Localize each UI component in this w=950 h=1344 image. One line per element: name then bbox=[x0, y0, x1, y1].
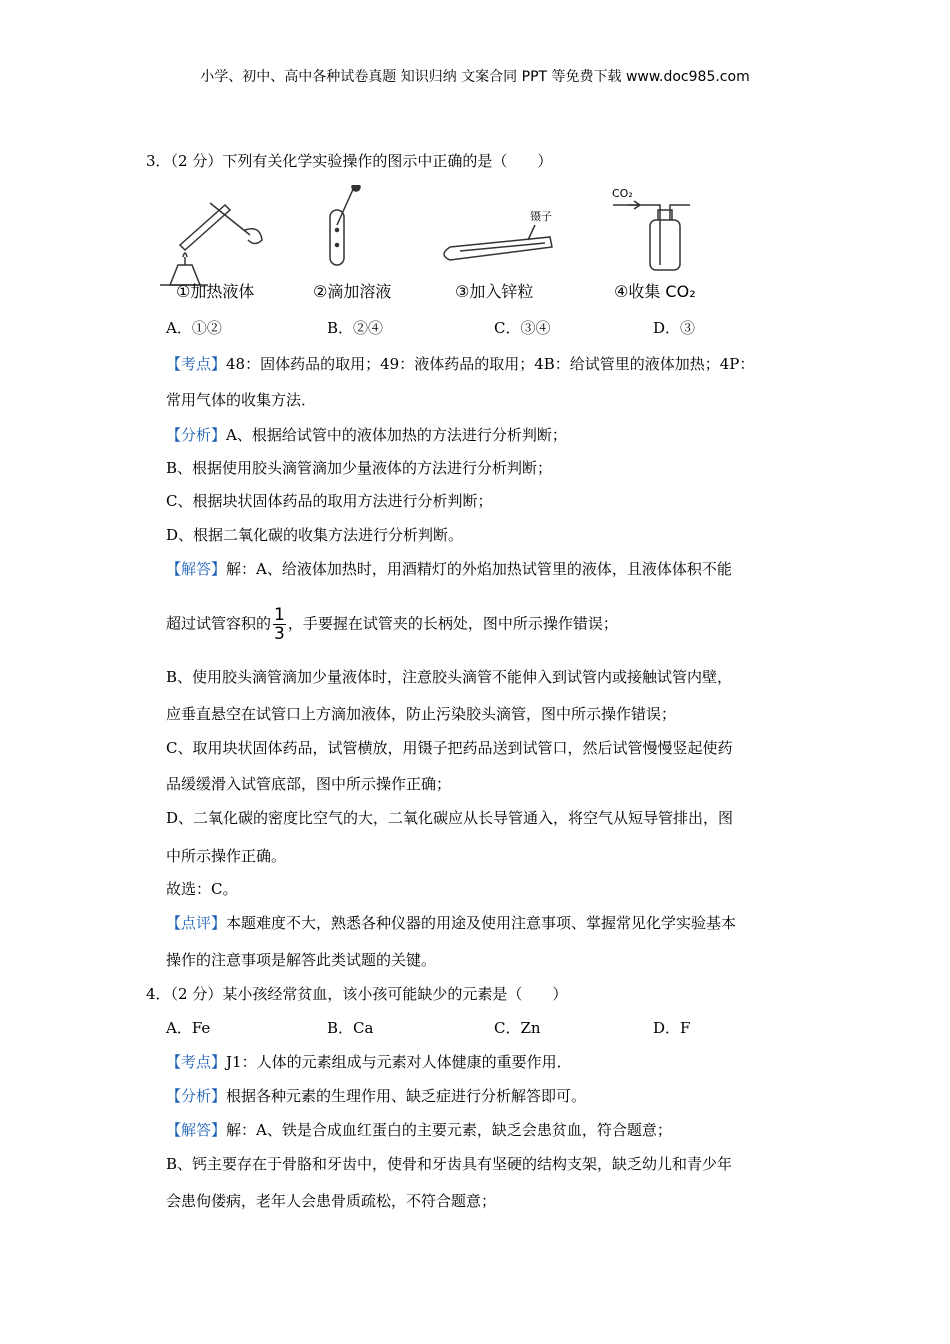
dianping-tag: 【点评】 bbox=[166, 914, 227, 932]
q3-stem: 3．（2 分）下列有关化学实验操作的图示中正确的是（ ） bbox=[146, 152, 553, 170]
caption-1: ①加热液体 bbox=[176, 282, 255, 301]
q4-option-a: A．Fe bbox=[166, 1019, 211, 1037]
q3-fenxi: 【分析】A、根据给试管中的液体加热的方法进行分析判断； bbox=[166, 426, 567, 444]
q3-option-b: B．②④ bbox=[327, 319, 384, 337]
q3-option-d: D．③ bbox=[653, 319, 696, 337]
caption-3: ③加入锌粒 bbox=[455, 282, 534, 301]
q3-kaodian: 【考点】48：固体药品的取用；49：液体药品的取用；4B：给试管里的液体加热；4P： bbox=[166, 355, 755, 373]
tweezers-label: 镊子 bbox=[530, 210, 552, 223]
q3-jieda-9: 故选：C。 bbox=[166, 880, 238, 898]
q3-jieda-6: 品缓缓滑入试管底部，图中所示操作正确； bbox=[166, 775, 452, 793]
q3-fenxi-3: C、根据块状固体药品的取用方法进行分析判断； bbox=[166, 492, 493, 510]
q4-jieda-3: 会患佝偻病，老年人会患骨质疏松，不符合题意； bbox=[166, 1192, 497, 1210]
q4-fenxi-tag: 【分析】 bbox=[166, 1087, 227, 1105]
page-header: 小学、初中、高中各种试卷真题 知识归纳 文案合同 PPT 等免费下载 www.doc985.com bbox=[200, 69, 750, 85]
q3-fenxi-2: B、根据使用胶头滴管滴加少量液体的方法进行分析判断； bbox=[166, 459, 553, 477]
caption-2: ②滴加溶液 bbox=[313, 282, 392, 301]
q3-dianping: 【点评】本题难度不大，熟悉各种仪器的用途及使用注意事项、掌握常见化学实验基本 bbox=[166, 914, 737, 932]
q4-stem: 4．（2 分）某小孩经常贫血，该小孩可能缺少的元素是（ ） bbox=[146, 985, 568, 1003]
dropper-illustration bbox=[330, 185, 360, 265]
q4-option-b: B．Ca bbox=[327, 1019, 374, 1037]
q4-jieda: 【解答】解：A、铁是合成血红蛋白的主要元素，缺乏会患贫血，符合题意； bbox=[166, 1121, 672, 1139]
q4-fenxi: 【分析】根据各种元素的生理作用、缺乏症进行分析解答即可。 bbox=[166, 1087, 587, 1105]
q3-jieda-4: 应垂直悬空在试管口上方滴加液体，防止污染胶头滴管，图中所示操作错误； bbox=[166, 705, 677, 723]
kaodian-tag: 【考点】 bbox=[166, 355, 227, 373]
gas-bottle-illustration bbox=[613, 201, 690, 270]
q3-jieda-5: C、取用块状固体药品，试管横放，用镊子把药品送到试管口，然后试管慢慢竖起使药 bbox=[166, 739, 733, 757]
q4-kaodian: 【考点】J1：人体的元素组成与元素对人体健康的重要作用． bbox=[166, 1053, 572, 1071]
q3-jieda-7: D、二氧化碳的密度比空气的大，二氧化碳应从长导管通入，将空气从短导管排出，图 bbox=[166, 809, 734, 827]
q3-jieda-3: B、使用胶头滴管滴加少量液体时，注意胶头滴管不能伸入到试管内或接触试管内壁， bbox=[166, 668, 733, 686]
q4-jieda-2: B、钙主要存在于骨胳和牙齿中，使骨和牙齿具有坚硬的结构支架，缺乏幼儿和青少年 bbox=[166, 1155, 733, 1173]
q3-option-c: C．③④ bbox=[494, 319, 551, 337]
q3-jieda-2: 超过试管容积的 $\frac{1}{3}$ ，手要握在试管夹的长柄处，图中所示操作错误； bbox=[166, 605, 618, 644]
jieda-tag: 【解答】 bbox=[166, 560, 227, 578]
q4-kaodian-tag: 【考点】 bbox=[166, 1053, 227, 1071]
q3-jieda-8: 中所示操作正确。 bbox=[166, 847, 287, 865]
fraction-one-third: $\frac{1}{3}$ bbox=[274, 605, 285, 644]
co2-label: CO₂ bbox=[612, 187, 633, 200]
q3-option-a: A．①② bbox=[166, 319, 222, 337]
q4-jieda-tag: 【解答】 bbox=[166, 1121, 227, 1139]
q4-option-d: D．F bbox=[653, 1019, 691, 1037]
fenxi-tag: 【分析】 bbox=[166, 426, 227, 444]
caption-4: ④收集 CO₂ bbox=[614, 282, 696, 301]
q3-kaodian-2: 常用气体的收集方法． bbox=[166, 391, 317, 409]
q4-option-c: C．Zn bbox=[494, 1019, 541, 1037]
q3-fenxi-4: D、根据二氧化碳的收集方法进行分析判断。 bbox=[166, 526, 464, 544]
heating-liquid-illustration bbox=[160, 203, 262, 285]
q3-dianping-2: 操作的注意事项是解答此类试题的关键。 bbox=[166, 951, 437, 969]
tweezers-zinc-illustration bbox=[444, 225, 552, 260]
q3-jieda: 【解答】解：A、给液体加热时，用酒精灯的外焰加热试管里的液体，且液体体积不能 bbox=[166, 560, 732, 578]
